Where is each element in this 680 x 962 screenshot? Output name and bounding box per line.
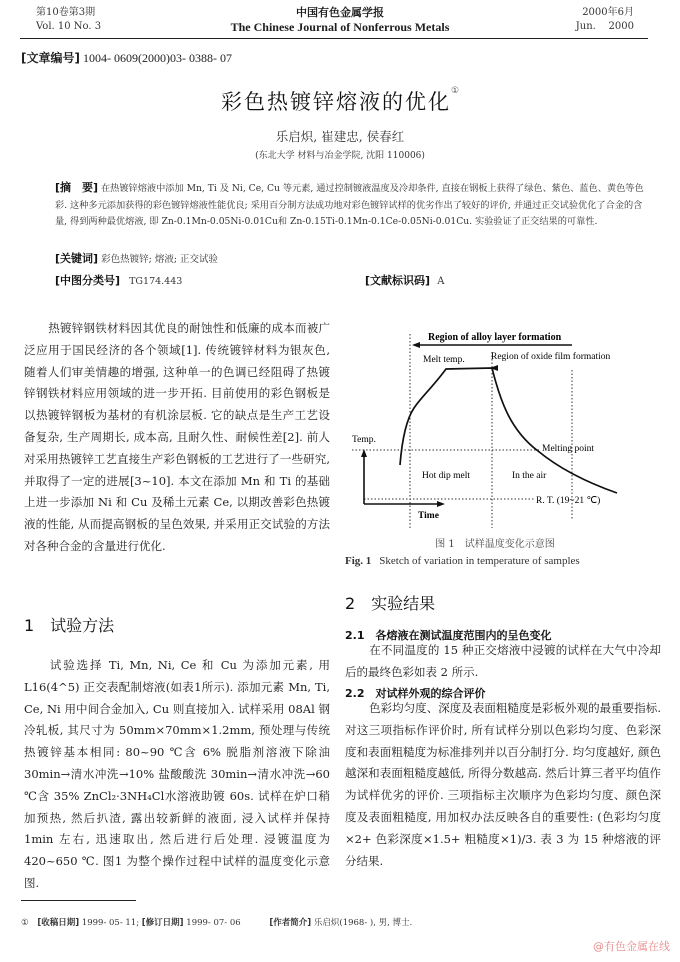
classification [55, 272, 182, 288]
time-axis-arrowhead [437, 501, 445, 507]
author-info: 乐启炽(1968- ), 男, 博士. [313, 918, 413, 928]
document-code [365, 272, 444, 288]
revised-label: [修订日期] [141, 918, 184, 928]
article-number-value: 1004- 0609(2000)03- 0388- 07 [82, 51, 232, 65]
header-rule [20, 38, 648, 39]
document-code-value: A [437, 276, 445, 287]
date-en: Jun. 2000 [575, 21, 634, 32]
abstract-text: 在热镀锌熔液中添加 Mn, Ti 及 Ni, Ce, Cu 等元素, 通过控制镀液温度及冷却条件, 直接在钢板上获得了绿色、紫色、蓝色、黄色等色彩. 这种多元添加获得的彩色镀锌熔液性能优良; 采用百分制方法成功地对彩色镀锌试样的优劣作出了较好的评价, 并通过正交试验优化了合金的含量, 得到两种最优熔液, 即 Zn-0.1Mn-0.05Ni-0.01Cu和 Zn-0.15Ti-0.1Mn-0.1Ce-0.05Ni-0.01Cu. 实验验证了正交结果的可靠性. [55, 183, 644, 227]
label-melting-point: Melting point [542, 444, 594, 454]
keywords-label: [关键词] [55, 252, 99, 265]
label-oxide-region: Region of oxide film formation [491, 352, 611, 362]
paper-title-text: 彩色热镀锌熔液的优化 [220, 90, 451, 114]
subsection-2-1-paragraph [345, 640, 661, 684]
label-alloy-region: Region of alloy layer formation [428, 332, 562, 343]
section-2-heading: 2 实验结果 [345, 594, 436, 613]
figure-caption-text: Sketch of variation in temperature of samples [379, 555, 580, 567]
keywords-value: 彩色热镀锌; 熔液; 正交试验 [101, 254, 219, 265]
received-date: 1999- 05- 11; [81, 918, 140, 928]
watermark: @有色金属在线 [593, 940, 670, 953]
running-header-right [576, 6, 634, 34]
label-temp-axis: Temp. [352, 435, 376, 445]
affiliation: (东北大学 材料与冶金学院, 沈阳 110006) [255, 151, 425, 161]
revised-date: 1999- 07- 06 [186, 918, 241, 928]
label-room-temp: R. T. (19~21 ℃) [536, 496, 601, 506]
keywords [55, 250, 218, 266]
footnote-mark: ① [21, 918, 29, 928]
article-number [21, 49, 232, 66]
label-time-axis: Time [418, 511, 439, 521]
figure-1 [340, 320, 640, 530]
introduction-text: 热镀锌钢铁材料因其优良的耐蚀性和低廉的成本而被广泛应用于国民经济的各个领域[1]. 传统镀锌材料为银灰色, 随着人们审美情趣的增强, 这种单一的色调已经阻碍了热镀锌钢铁材料应用领域的进一步开拓. 目前使用的彩色钢板是以热镀锌钢板为基材的有机涂层板. 它的缺点是生产工艺设备复杂, 生产周期长, 成本高, 且耐久性、耐候性差[2]. 前人对采用热镀锌工艺直接生产彩色钢板的工艺进行了一些研究, 并取得了一定的进展[3~10]. 本文在添加 Mn 和 Ti 的基础上进一步添加 Ni 和 Cu 及稀土元素 Ce, 以期改善彩色热镀液的性能, 从而提高钢板的呈色效果, 并采用正交试验的方法对各种合金的含量进行优化. [24, 321, 330, 553]
author-info-label: [作者简介] [269, 918, 312, 928]
journal-name-en: The Chinese Journal of Nonferrous Metals [230, 20, 450, 34]
date-cn: 2000年6月 [582, 7, 634, 18]
figure-caption-cn: 图 1 试样温度变化示意图 [435, 539, 555, 550]
alloy-region-arrowhead [412, 342, 420, 348]
footnote-rule [21, 900, 136, 901]
abstract [55, 180, 645, 231]
section-1-text: 试验选择 Ti, Mn, Ni, Ce 和 Cu 为添加元素, 用L16(4^5) 正交表配制熔液(如表1所示). 添加元素 Mn, Ti, Ce, Ni 用中间合金加入, Cu 则直接加入. 试样采用 08Al 钢冷轧板, 其尺寸为 50mm×70mm×1.2mm, 预处理与传统热镀锌基本相同: 80~90 ℃含 6% 脱脂剂溶液下除油 30min→清水冲洗→10% 盐酸酸洗 30min→清水冲洗→60 ℃含 35% ZnCl₂·3NH₄Cl水溶液助镀 60s. 试样在炉口稍加预热, 然后扒渣, 露出较新鲜的液面, 浸入试样并保持 1min 左右, 迅速取出, 然后进行后处理. 浸镀温度为 420~650 ℃. 图1 为整个操作过程中试样的温度变化示意图. [24, 658, 330, 890]
title-footnote-mark: ① [450, 86, 460, 96]
section-1-heading: 1 试验方法 [24, 616, 115, 635]
paper-title [0, 86, 680, 116]
authors: 乐启炽, 崔建忠, 侯春红 [275, 129, 405, 144]
issue-en: Vol. 10 No. 3 [36, 21, 102, 32]
issue-cn: 第10卷第3期 [36, 7, 96, 18]
label-in-the-air: In the air [512, 471, 547, 481]
label-melt-temp: Melt temp. [423, 355, 465, 365]
received-label: [收稿日期] [37, 918, 80, 928]
figure-caption-en [345, 555, 580, 567]
subsection-2-2-paragraph [345, 698, 661, 872]
footnote [21, 916, 412, 928]
subsection-2-1-text: 在不同温度的 15 种正交熔液中浸镀的试样在大气中冷却后的最终色彩如表 2 所示. [345, 643, 661, 679]
abstract-label: [摘 要] [55, 181, 99, 194]
section-1-paragraph [24, 655, 330, 895]
subsection-2-2-heading: 2.2 对试样外观的综合评价 [345, 687, 486, 700]
subsection-2-1-heading: 2.1 各熔液在测试温度范围内的呈色变化 [345, 629, 552, 642]
classification-value: TG174.443 [129, 276, 183, 287]
oxide-region-arrowhead [490, 365, 498, 371]
figure-caption-label: Fig. 1 [345, 555, 372, 567]
document-code-label: [文献标识码] [365, 274, 431, 287]
label-hot-dip-melt: Hot dip melt [422, 471, 471, 481]
journal-name-cn: 中国有色金属学报 [296, 6, 384, 19]
article-number-label: [文章编号] [21, 51, 80, 65]
subsection-2-2-text: 色彩均匀度、深度及表面粗糙度是彩板外观的最重要指标. 对这三项指标作评价时, 所有试样分别以色彩均匀度、色彩深度和表面粗糙度为标准排列并以百分制打分. 均匀度越好, 颜色越深和表面粗糙度越低, 所得分数越高. 然后计算三者平均值作为试样优劣的评价. 三项指标主次顺序为色彩均匀度、颜色深度及表面粗糙度, 用加权办法反映各自的重要性: (色彩均匀度×2+ 色彩深度×1.5+ 粗糙度×1)/3. 表 3 为 15 种熔液的评分结果. [345, 701, 661, 868]
classification-label: [中图分类号] [55, 274, 121, 287]
introduction-paragraph [24, 318, 330, 558]
